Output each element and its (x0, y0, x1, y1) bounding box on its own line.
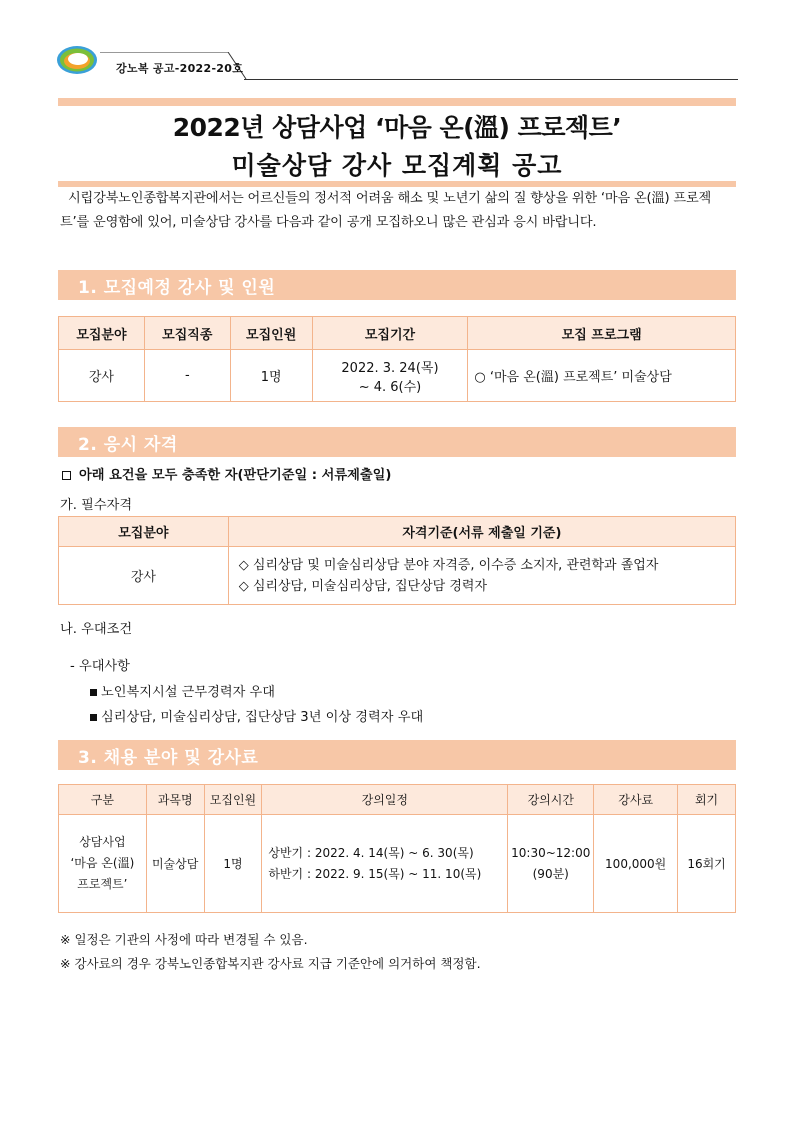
preference-item-text: 노인복지시설 근무경력자 우대 (101, 685, 275, 700)
header-time: 강의시간 (508, 785, 594, 815)
category-line2: ‘마음 온(溫) (70, 856, 135, 870)
required-qualification-label: 가. 필수자격 (60, 498, 133, 513)
schedule-line1: 상반기 : 2022. 4. 14(목) ~ 6. 30(목) (268, 845, 474, 860)
cell-sessions: 16회기 (678, 815, 736, 913)
header-rule (244, 79, 738, 80)
filled-square-icon (90, 714, 97, 721)
cell-period (312, 350, 468, 402)
cell-criteria (228, 547, 735, 605)
cell-category (59, 815, 147, 913)
cell-fee: 100,000원 (594, 815, 678, 913)
period-line2: ~ 4. 6(수) (358, 379, 422, 395)
preference-item (90, 706, 423, 725)
cell-subject: 미술상담 (146, 815, 204, 913)
time-line2: (90분) (532, 866, 569, 881)
time-line1: 10:30~12:00 (511, 845, 591, 860)
schedule-line2: 하반기 : 2022. 9. 15(목) ~ 11. 10(목) (268, 866, 482, 881)
period-line1: 2022. 3. 24(목) (341, 360, 439, 376)
header-subject: 과목명 (146, 785, 204, 815)
cell-count: 1명 (204, 815, 262, 913)
filled-square-icon (90, 689, 97, 696)
header-sessions: 회기 (678, 785, 736, 815)
section1-title: 1. 모집예정 강사 및 인원 (78, 278, 276, 298)
preference-label: 나. 우대조건 (60, 622, 133, 637)
header-count: 모집인원 (204, 785, 262, 815)
header-program: 모집 프로그램 (468, 317, 736, 350)
page-title-line1: 2022년 상담사업 ‘마음 온(溫) 프로젝트’ (172, 113, 622, 142)
header-schedule: 강의일정 (262, 785, 508, 815)
qualification-table (58, 516, 736, 605)
preference-item-text: 심리상담, 미술심리상담, 집단상담 3년 이상 경력자 우대 (101, 710, 424, 725)
header-fee: 강사료 (594, 785, 678, 815)
page-title-line2: 미술상담 강사 모집계획 공고 (231, 151, 563, 180)
category-line3: 프로젝트’ (77, 877, 128, 891)
intro-text: 시립강북노인종합복지관에서는 어르신들의 정서적 어려움 해소 및 노년기 삶의 질 향상을 위한 ‘마음 온(溫) 프로젝트’를 운영함에 있어, 미술상담 강사를 다음과 같이 공개 모집하오니 많은 관심과 응시 바랍니다. (60, 191, 712, 230)
section3-title: 3. 채용 분야 및 강사료 (78, 748, 259, 768)
intro-paragraph (60, 187, 736, 235)
cell-time (508, 815, 594, 913)
cell-job: - (144, 350, 230, 402)
header-criteria: 자격기준(서류 제출일 기준) (228, 517, 735, 547)
criteria-line1: ◇ 심리상담 및 미술심리상담 분야 자격증, 이수증 소지자, 관련학과 졸업자 (238, 557, 659, 573)
cell-schedule (262, 815, 508, 913)
criteria-line2: ◇ 심리상담, 미술심리상담, 집단상담 경력자 (238, 578, 488, 594)
requirement-line (62, 464, 391, 483)
header-job: 모집직종 (144, 317, 230, 350)
title-top-bar (58, 98, 736, 106)
cell-program: ○ ‘마음 온(溫) 프로젝트’ 미술상담 (468, 350, 736, 402)
recruitment-table (58, 316, 736, 402)
organization-logo (56, 44, 98, 76)
header-category: 구분 (59, 785, 147, 815)
note-schedule: ※ 일정은 기관의 사정에 따라 변경될 수 있음. (60, 932, 308, 947)
cell-field: 강사 (59, 350, 145, 402)
note-fee: ※ 강사료의 경우 강북노인종합복지관 강사료 지급 기준안에 의거하여 책정함. (60, 956, 481, 971)
square-bullet-icon (62, 471, 71, 480)
header-field: 모집분야 (59, 517, 229, 547)
category-line1: 상담사업 (79, 835, 126, 849)
preference-title: - 우대사항 (70, 659, 130, 674)
notice-number: 강노복 공고-2022-20호 (116, 62, 244, 75)
fee-table (58, 784, 736, 913)
section2-title: 2. 응시 자격 (78, 435, 178, 455)
header-period: 모집기간 (312, 317, 468, 350)
requirement-text: 아래 요건을 모두 충족한 자(판단기준일 : 서류제출일) (79, 468, 392, 483)
header-field: 모집분야 (59, 317, 145, 350)
preference-item (90, 681, 275, 700)
cell-field: 강사 (59, 547, 229, 605)
header-count: 모집인원 (230, 317, 312, 350)
cell-count: 1명 (230, 350, 312, 402)
